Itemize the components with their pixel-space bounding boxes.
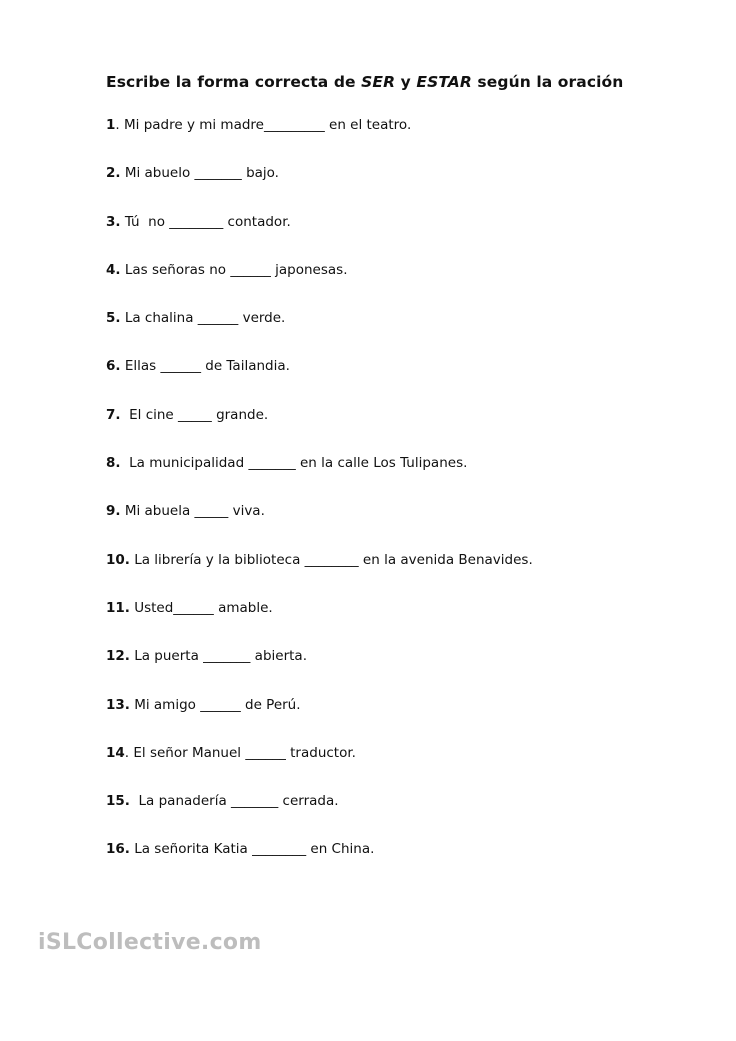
item-sentence: Tú no ________ contador. [124,213,291,230]
item-separator: . [115,117,124,133]
item-number: 11. [106,599,130,616]
item-number: 2. [106,165,121,182]
item-sentence: Mi amigo ______ de Perú. [134,696,301,713]
item-sentence: La panadería _______ cerrada. [138,793,339,810]
exercise-item-16 [106,840,533,888]
item-number: 13. [106,696,130,713]
exercise-item-13 [106,696,533,744]
title-part2: según la oración [471,73,624,91]
item-sentence: La señorita Katia ________ en China. [134,841,375,858]
item-sentence: La puerta _______ abierta. [134,648,307,665]
item-separator [121,407,130,423]
item-number: 10. [106,551,130,568]
item-sentence: El cine _____ grande. [129,406,269,423]
item-number: 1 [106,117,116,133]
item-sentence: Mi padre y mi madre_________ en el teatro. [124,117,412,133]
item-number: 6. [106,358,121,375]
exercise-item-15 [106,792,533,840]
item-sentence: La librería y la biblioteca ________ en la avenida Benavides. [134,551,533,568]
item-number: 9. [106,503,121,520]
item-number: 15. [106,793,130,810]
exercise-item-3 [106,213,533,261]
item-sentence: Mi abuelo _______ bajo. [124,165,279,182]
item-sentence: Ellas ______ de Tailandia. [124,358,290,375]
exercise-item-14 [106,744,533,792]
worksheet-title [106,73,623,91]
item-number: 4. [106,261,121,278]
item-separator: . [124,744,134,761]
exercise-item-11 [106,599,533,647]
exercise-item-2 [106,164,533,212]
title-part1: Escribe la forma correcta de [106,73,362,91]
item-sentence: Las señoras no ______ japonesas. [124,261,348,278]
title-estar: ESTAR [416,73,472,91]
item-separator [130,793,139,809]
item-sentence: El señor Manuel ______ traductor. [133,744,356,761]
item-sentence: Usted______ amable. [134,599,273,616]
exercise-list [106,116,533,889]
title-and: y [395,73,417,91]
item-sentence: La municipalidad _______ en la calle Los Tulipanes. [129,455,468,472]
exercise-item-7 [106,406,533,454]
exercise-item-12 [106,647,533,695]
item-sentence: La chalina ______ verde. [124,310,286,327]
item-number: 16. [106,841,130,858]
item-separator [121,455,130,471]
item-sentence: Mi abuela _____ viva. [124,503,265,520]
site-watermark: iSLCollective.com [38,930,262,955]
item-number: 8. [106,455,121,472]
title-ser: SER [361,73,396,91]
exercise-item-10 [106,551,533,599]
exercise-item-5 [106,309,533,357]
item-number: 3. [106,213,121,230]
exercise-item-8 [106,454,533,502]
exercise-item-9 [106,502,533,550]
exercise-item-6 [106,357,533,405]
exercise-item-4 [106,261,533,309]
item-number: 14 [106,744,125,761]
exercise-item-1 [106,116,533,164]
item-number: 7. [106,406,121,423]
item-number: 12. [106,648,130,665]
item-number: 5. [106,310,121,327]
